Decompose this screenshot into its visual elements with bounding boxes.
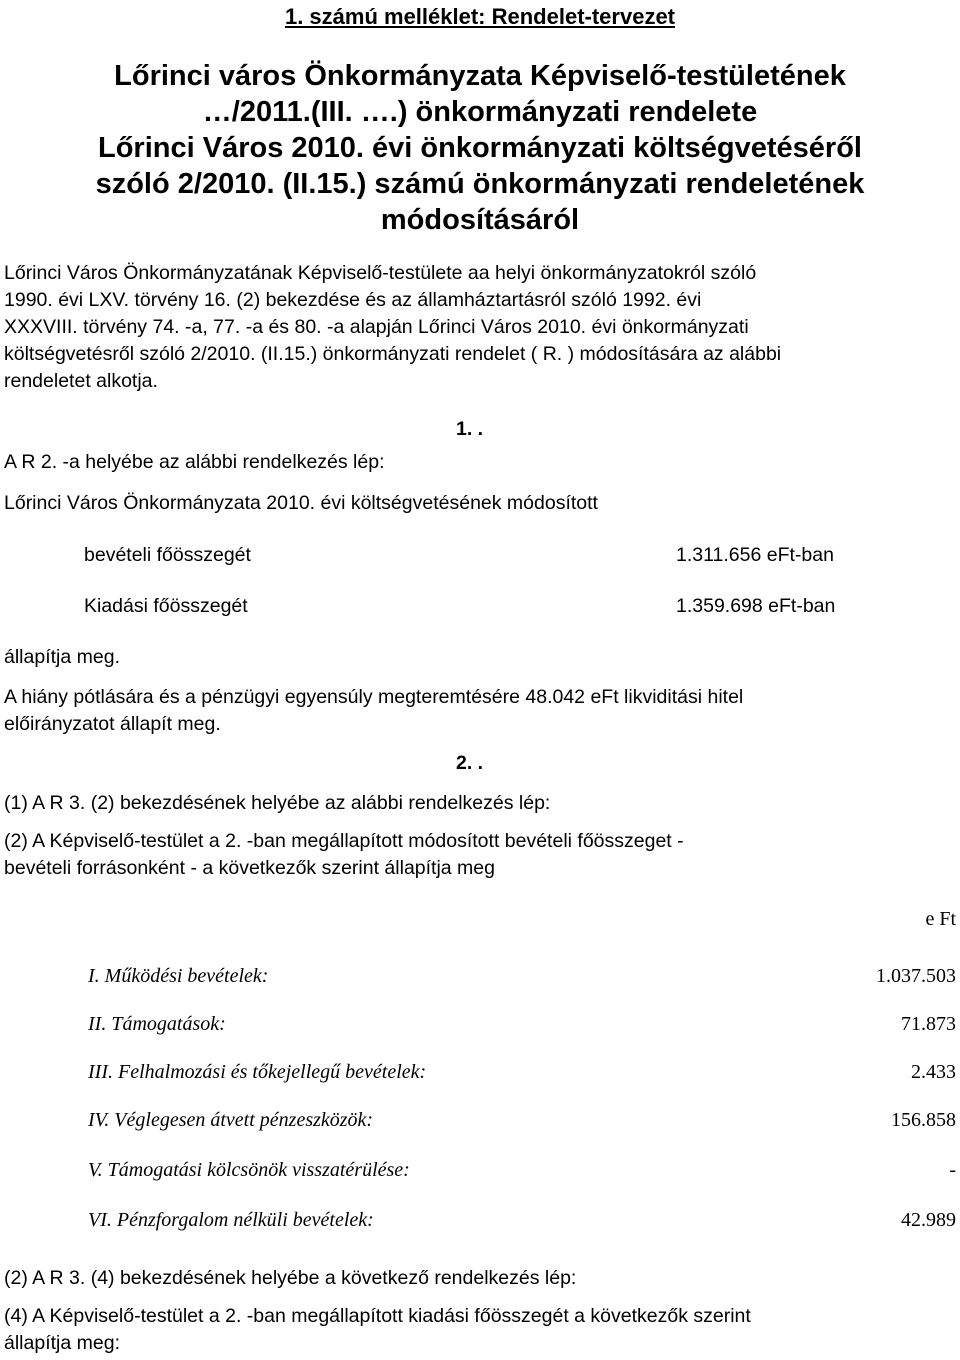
quote-line: bevételi forrásonként - a következők szerint állapítja meg: [4, 857, 495, 879]
income-row-value: 71.873: [901, 1013, 956, 1035]
preamble-line: költségvetésről szóló 2/2010. (II.15.) önkormányzati rendelet ( R. ) módosítására az alábbi: [4, 343, 782, 365]
income-row-value: -: [949, 1159, 956, 1181]
preamble-line: rendeletet alkotja.: [4, 370, 158, 392]
title-line: módosításáról: [380, 204, 580, 236]
annex-title: 1. számú melléklet: Rendelet-tervezet: [284, 4, 676, 29]
title-line: Lőrinci város Önkormányzata Képviselő-testületének: [114, 60, 846, 92]
income-row-value: 2.433: [911, 1061, 956, 1083]
income-row-label: VI. Pénzforgalom nélküli bevételek:: [88, 1209, 374, 1231]
income-row-value: 1.037.503: [876, 965, 956, 987]
section-2-para-2-quote: [4, 1303, 751, 1357]
title-line: …/2011.(III. ….) önkormányzati rendelete: [202, 96, 758, 128]
preamble-line: XXXVIII. törvény 74. -a, 77. -a és 80. -a alapján Lőrinci Város 2010. évi önkormányzati: [4, 316, 749, 338]
income-row-value: 156.858: [891, 1109, 956, 1131]
income-row-label: V. Támogatási kölcsönök visszatérülése:: [88, 1159, 410, 1181]
expense-total-label: Kiadási főösszegét: [84, 595, 248, 617]
unit-label: e Ft: [925, 908, 956, 930]
title-line: Lőrinci Város 2010. évi önkormányzati költségvetéséről: [98, 132, 862, 164]
section-1-quote: Lőrinci Város Önkormányzata 2010. évi költségvetésének módosított: [4, 492, 598, 514]
section-2-heading: 2. .: [456, 752, 484, 774]
income-total-value: 1.311.656 eFt-ban: [676, 544, 834, 566]
section-2-para-2: (2) A R 3. (4) bekezdésének helyébe a következő rendelkezés lép:: [4, 1267, 577, 1289]
income-row-label: IV. Véglegesen átvett pénzeszközök:: [88, 1109, 374, 1131]
preamble-line: Lőrinci Város Önkormányzatának Képviselő-testülete aa helyi önkormányzatokról szóló: [4, 262, 757, 284]
income-row-label: I. Működési bevételek:: [88, 965, 269, 987]
deficit-line: A hiány pótlására és a pénzügyi egyensúly megteremtésére 48.042 eFt likviditási hitel: [4, 686, 744, 708]
income-total-label: bevételi főösszegét: [84, 544, 251, 566]
section-2-para-1: (1) A R 3. (2) bekezdésének helyébe az alábbi rendelkezés lép:: [4, 792, 551, 814]
section-1-intro: A R 2. -a helyébe az alábbi rendelkezés lép:: [4, 451, 385, 473]
section-2-para-1-quote: [4, 828, 684, 882]
title-line: szóló 2/2010. (II.15.) számú önkormányzati rendeletének: [95, 168, 865, 200]
income-row-label: II. Támogatások:: [88, 1013, 226, 1035]
deficit-paragraph: [4, 684, 743, 738]
quote-line: állapítja meg:: [4, 1332, 120, 1354]
regulation-title: [0, 58, 960, 238]
expense-total-value: 1.359.698 eFt-ban: [676, 595, 836, 617]
preamble-line: 1990. évi LXV. törvény 16. (2) bekezdése és az államháztartásról szóló 1992. évi: [4, 289, 702, 311]
income-row-label: III. Felhalmozási és tőkejellegű bevételek:: [88, 1061, 427, 1083]
deficit-line: előirányzatot állapít meg.: [4, 713, 221, 735]
quote-line: (4) A Képviselő-testület a 2. -ban megállapított kiadási főösszegét a következők szerint: [4, 1305, 751, 1327]
income-row-value: 42.989: [901, 1209, 956, 1231]
section-1-closing: állapítja meg.: [4, 646, 120, 668]
quote-line: (2) A Képviselő-testület a 2. -ban megállapított módosított bevételi főösszeget -: [4, 830, 684, 852]
preamble: [4, 260, 781, 395]
section-1-heading: 1. .: [456, 418, 484, 440]
